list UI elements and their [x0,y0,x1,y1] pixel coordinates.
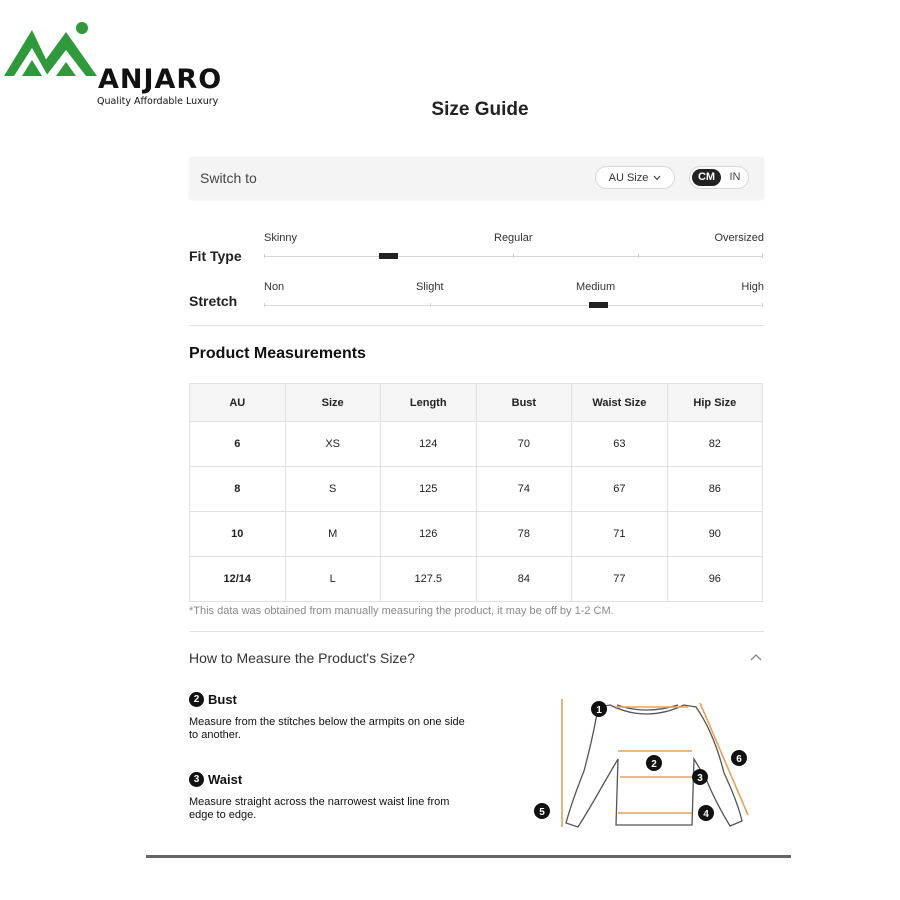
diagram-marker-6: 6 [736,754,742,765]
unit-switch-bar [189,157,764,199]
brand-logo [2,18,242,107]
table-cell: 82 [667,422,762,467]
bottom-divider [146,855,791,858]
mountain-logo-icon [2,18,102,78]
table-cell: 70 [476,422,571,467]
stretch-label-slight: Slight [416,281,444,293]
table-cell: 126 [380,512,476,557]
chevron-up-icon[interactable] [749,652,763,664]
table-cell: 84 [476,557,571,602]
fit-type-marker [379,253,398,259]
table-cell: 77 [572,557,668,602]
table-cell: 74 [476,467,571,512]
stretch-label-high: High [741,281,764,293]
table-cell: 12/14 [190,557,286,602]
fit-type-title: Fit Type [189,248,242,264]
stretch-scale [189,281,764,321]
table-row [190,422,763,467]
divider [189,325,764,326]
column-header: AU [190,384,286,422]
unit-in-button[interactable]: IN [729,171,741,183]
table-cell: 90 [667,512,762,557]
table-row [190,512,763,557]
table-cell: 86 [667,467,762,512]
diagram-marker-2: 2 [651,759,657,770]
switch-label: Switch to [200,170,257,186]
column-header: Waist Size [572,384,668,422]
unit-toggle [689,166,749,189]
how-to-measure-title[interactable]: How to Measure the Product's Size? [189,650,416,666]
table-cell: 10 [190,512,286,557]
fit-label-regular: Regular [494,232,533,244]
garment-measure-diagram [528,693,758,833]
brand-tagline: Quality Affordable Luxury [97,96,219,107]
table-cell: 6 [190,422,286,467]
stretch-label-medium: Medium [576,281,616,293]
bust-heading [189,692,237,707]
table-cell: 71 [572,512,668,557]
bust-description: Measure from the stitches below the armpits on one side to another. [189,716,465,741]
table-row [190,467,763,512]
fit-label-skinny: Skinny [264,232,298,244]
table-cell: L [285,557,380,602]
table-cell: 8 [190,467,286,512]
table-cell: 67 [572,467,668,512]
table-cell: 63 [572,422,668,467]
table-header-row [190,384,763,422]
column-header: Size [285,384,380,422]
table-cell: 78 [476,512,571,557]
product-measurements-title: Product Measurements [189,345,366,362]
fit-label-oversized: Oversized [714,232,764,244]
column-header: Hip Size [667,384,762,422]
stretch-label-non: Non [264,281,285,293]
measurements-table [189,383,763,602]
size-system-value: AU Size [608,171,649,184]
fit-type-track [264,256,763,257]
table-row [190,557,763,602]
waist-description: Measure straight across the narrowest waist line from edge to edge. [189,796,450,821]
measurement-note: *This data was obtained from manually measuring the product, it may be off by 1-2 CM. [189,605,614,617]
table-cell: 124 [380,422,476,467]
page-title: Size Guide [431,99,529,120]
table-cell: 127.5 [380,557,476,602]
column-header: Length [380,384,476,422]
diagram-marker-3: 3 [697,773,703,784]
waist-label: Waist [208,772,243,787]
waist-number-badge: 3 [189,772,204,787]
unit-cm-button[interactable]: CM [692,169,721,186]
brand-name: ANJARO [98,64,223,95]
waist-heading [189,772,242,787]
size-system-select[interactable] [595,166,675,189]
bust-label: Bust [208,692,237,707]
diagram-marker-1: 1 [596,705,602,716]
table-cell: 96 [667,557,762,602]
bust-number-badge: 2 [189,692,204,707]
table-cell: M [285,512,380,557]
table-cell: S [285,467,380,512]
divider [189,631,764,632]
table-cell: 125 [380,467,476,512]
fit-type-scale [189,232,764,272]
diagram-marker-4: 4 [703,809,709,820]
table-cell: XS [285,422,380,467]
diagram-markers [534,701,747,821]
stretch-track [264,305,763,306]
stretch-marker [589,302,608,308]
column-header: Bust [476,384,571,422]
stretch-title: Stretch [189,293,238,309]
chevron-down-icon [653,175,661,181]
diagram-marker-5: 5 [539,807,545,818]
